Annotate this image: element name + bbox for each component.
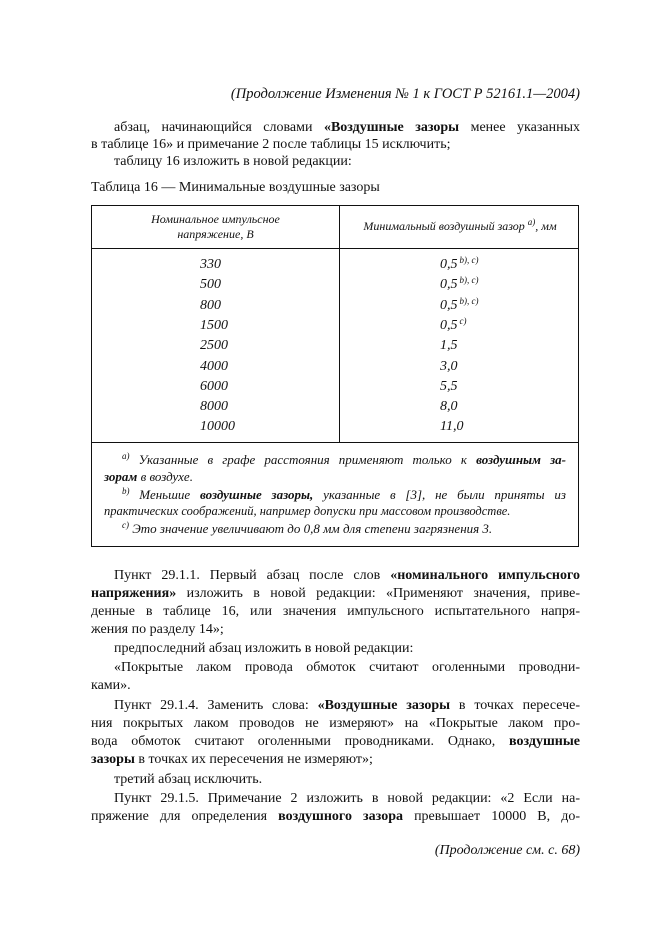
col-header-voltage-line1: Номинальное импульсное — [151, 212, 280, 226]
intro-bold-term: «Воздушные зазоры — [323, 120, 460, 135]
p4-line-3 — [91, 733, 580, 751]
cell-voltage: 8000 — [200, 399, 228, 415]
footnote-c — [104, 520, 566, 537]
p6-text: пряжение для определения — [91, 809, 279, 824]
footnote-b-line-1 — [104, 486, 566, 503]
cell-voltage: 6000 — [200, 378, 228, 394]
cell-clearance-value: 0,5 — [440, 257, 458, 272]
cell-clearance-value: 5,5 — [440, 378, 458, 394]
p3-line-2: ками». — [91, 678, 131, 693]
footnote-a-text-end: в воздухе. — [137, 469, 193, 484]
p1-bold: «номинального импульсного — [390, 568, 580, 583]
p6-line-1: Пункт 29.1.5. Примечание 2 изложить в новой редакции: «2 Если на- — [114, 791, 580, 806]
p6-text-end: превышает 10000 В, до- — [402, 809, 580, 824]
cell-voltage: 330 — [200, 257, 221, 272]
col-header-voltage-line2: напряжение, В — [177, 227, 254, 241]
cell-voltage: 2500 — [200, 338, 228, 354]
p4-bold-3: зазоры — [91, 752, 135, 767]
p4-bold-2: воздушные — [509, 734, 580, 749]
col-header-voltage — [92, 212, 339, 242]
col-header-clearance-sup: а) — [527, 217, 536, 227]
cell-clearance-note: c) — [459, 315, 467, 326]
cell-clearance — [440, 256, 479, 274]
cell-voltage: 1500 — [200, 317, 228, 333]
cell-clearance-value: 1,5 — [440, 338, 458, 354]
cell-clearance — [440, 337, 458, 355]
table-caption: Таблица 16 — Минимальные воздушные зазоры — [91, 180, 380, 195]
footnote-separator — [92, 442, 578, 443]
p1-line-1 — [114, 567, 580, 585]
cell-clearance — [440, 317, 467, 335]
cell-clearance-value: 0,5 — [440, 317, 458, 333]
intro-text: абзац, начинающийся словами — [114, 120, 324, 135]
footnote-a-text: Указанные в графе расстояния применяют только к — [129, 452, 477, 467]
intro-line-2: в таблице 16» и примечание 2 после таблицы 15 исключить; — [91, 137, 451, 152]
intro-text-end: менее указанных — [459, 120, 580, 135]
col-header-clearance — [340, 219, 580, 234]
footnote-c-text: Это значение увеличивают до 0,8 мм для степени загрязнения 3. — [129, 521, 493, 536]
cell-clearance-value: 3,0 — [440, 358, 458, 374]
running-head: (Продолжение Изменения № 1 к ГОСТ Р 52161.1—2004) — [230, 86, 580, 102]
p5: третий абзац исключить. — [114, 772, 263, 787]
cell-clearance-note: b), c) — [459, 295, 479, 306]
p1-bold-cont: напряжения» — [91, 586, 177, 601]
cell-clearance — [440, 378, 458, 396]
p1-line-4: жения по разделу 14»; — [91, 622, 224, 637]
p4-text-2: вода обмоток считают оголенными проводниками. Однако, — [91, 734, 510, 749]
footnote-b-text-end: указанные в [3], не были приняты из — [313, 487, 566, 502]
p1-line-3: денные в таблице 16, или значения импульсного испытательного напря- — [91, 604, 580, 619]
cell-clearance-note: b), c) — [459, 275, 479, 286]
p2: предпоследний абзац изложить в новой редакции: — [114, 641, 414, 656]
footnote-a-line-2 — [104, 468, 566, 485]
cell-voltage: 4000 — [200, 358, 228, 374]
cell-clearance — [440, 418, 463, 436]
p4-bold: «Воздушные зазоры — [317, 698, 451, 713]
p4-line-1 — [114, 697, 580, 715]
p6-line-2 — [91, 808, 580, 826]
p4-text-end: в точках пересече- — [450, 698, 581, 713]
cell-clearance-value: 0,5 — [440, 277, 458, 293]
cell-clearance-value: 8,0 — [440, 399, 458, 415]
p4-line-4 — [91, 751, 373, 769]
p1-text-cont: изложить в новой редакции: «Применяют значения, приве- — [176, 586, 580, 601]
cell-clearance — [440, 398, 458, 416]
cell-voltage: 10000 — [200, 419, 235, 435]
footnote-c-mark: с) — [122, 520, 129, 530]
cell-voltage: 500 — [200, 277, 221, 293]
clearance-table — [91, 205, 579, 547]
cell-voltage: 800 — [200, 297, 221, 313]
p4-text: Пункт 29.1.4. Заменить слова: — [114, 698, 318, 713]
p6-bold: воздушного зазора — [278, 809, 403, 824]
intro-line-3: таблицу 16 изложить в новой редакции: — [114, 154, 352, 169]
footnote-a-mark: а) — [122, 451, 130, 461]
cell-clearance-value: 0,5 — [440, 297, 458, 313]
cell-clearance-value: 11,0 — [440, 419, 464, 435]
p4-text-3: в точках их пересечения не измеряют»; — [134, 752, 373, 767]
cell-clearance — [440, 276, 479, 294]
footnote-a-line-1 — [104, 451, 566, 468]
header-separator — [92, 248, 578, 249]
continuation-note: (Продолжение см. с. 68) — [434, 843, 580, 858]
p3-line-1: «Покрытые лаком провода обмоток считают оголенными проводни- — [114, 660, 580, 675]
col-header-clearance-unit: , мм — [535, 219, 557, 233]
footnote-b-mark: b) — [122, 486, 130, 496]
p1-text: Пункт 29.1.1. Первый абзац после слов — [114, 568, 391, 583]
footnote-a-bold: воздушным за- — [476, 452, 566, 467]
col-header-clearance-text: Минимальный воздушный зазор — [363, 219, 525, 233]
p1-line-2 — [91, 585, 580, 603]
footnote-b-text: Меньшие — [129, 487, 200, 502]
footnote-b-line-2: практических соображений, например допуски при массовом производстве. — [104, 504, 511, 518]
cell-clearance — [440, 358, 458, 376]
intro-line-1 — [114, 119, 580, 137]
cell-clearance — [440, 297, 479, 315]
p4-line-2: ния покрытых лаком проводов не измеряют» на «Покрытые лаком про- — [91, 716, 580, 731]
footnote-b-bold: воздушные зазоры, — [199, 487, 314, 502]
column-divider — [339, 206, 340, 442]
footnote-a-bold-cont: зорам — [104, 469, 138, 484]
cell-clearance-note: b), c) — [459, 255, 479, 265]
